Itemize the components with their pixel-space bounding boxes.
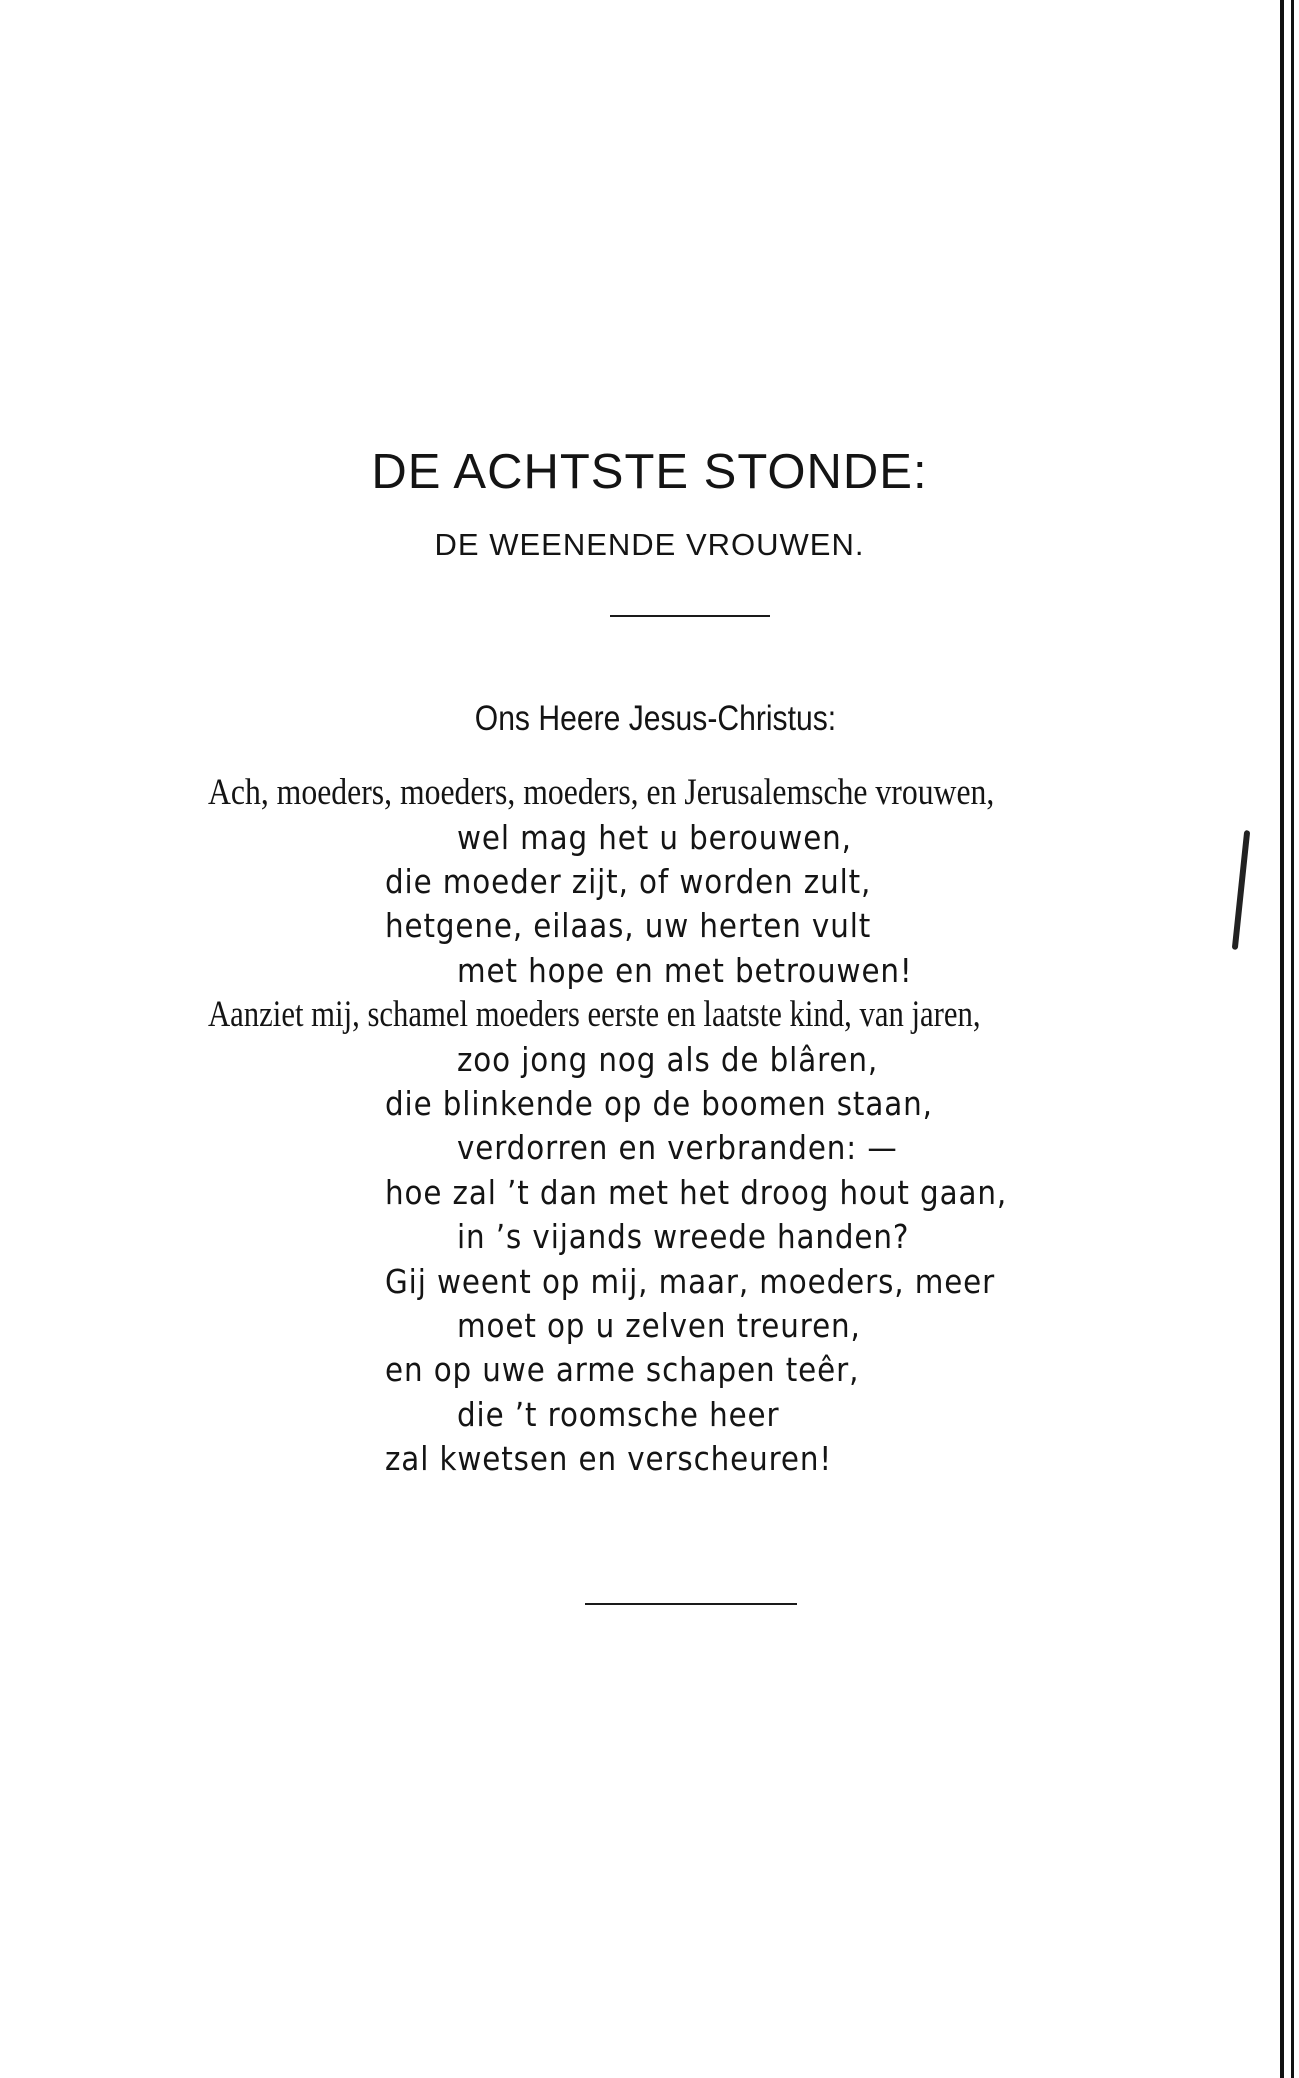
poem-line: hetgene, eilaas, uw herten vult bbox=[385, 906, 872, 945]
poem-line: die moeder zijt, of worden zult, bbox=[385, 862, 872, 901]
poem-line: zal kwetsen en verscheuren! bbox=[385, 1439, 833, 1478]
poem-line: in ’s vijands wreede handen? bbox=[457, 1217, 910, 1256]
poem-line: Aanziet mij, schamel moeders eerste en laatste kind, van jaren, bbox=[208, 994, 981, 1035]
poem-line: zoo jong nog als de blâren, bbox=[457, 1040, 879, 1079]
page-edge-line bbox=[1291, 0, 1294, 2078]
poem-line: Gij weent op mij, maar, moeders, meer bbox=[385, 1262, 996, 1301]
poem-line: die blinkende op de boomen staan, bbox=[385, 1084, 933, 1123]
divider-bottom bbox=[585, 1603, 797, 1605]
poem-line: hoe zal ’t dan met het droog hout gaan, bbox=[385, 1173, 1008, 1212]
poem-line: met hope en met betrouwen! bbox=[457, 951, 913, 990]
page-edge-shadow bbox=[1280, 0, 1284, 2078]
poem-line: verdorren en verbranden: — bbox=[457, 1128, 898, 1167]
chapter-subtitle: DE WEENENDE VROUWEN. bbox=[434, 527, 865, 562]
chapter-title: DE ACHTSTE STONDE: bbox=[371, 445, 928, 499]
poem-line: wel mag het u berouwen, bbox=[457, 818, 852, 857]
poem-line: die ’t roomsche heer bbox=[457, 1395, 780, 1434]
poem-line: Ach, moeders, moeders, moeders, en Jerusalemsche vrouwen, bbox=[208, 772, 995, 813]
speaker-heading: Ons Heere Jesus-Christus: bbox=[474, 699, 837, 738]
poem-line: moet op u zelven treuren, bbox=[457, 1306, 861, 1345]
poem-line: en op uwe arme schapen teêr, bbox=[385, 1350, 860, 1389]
